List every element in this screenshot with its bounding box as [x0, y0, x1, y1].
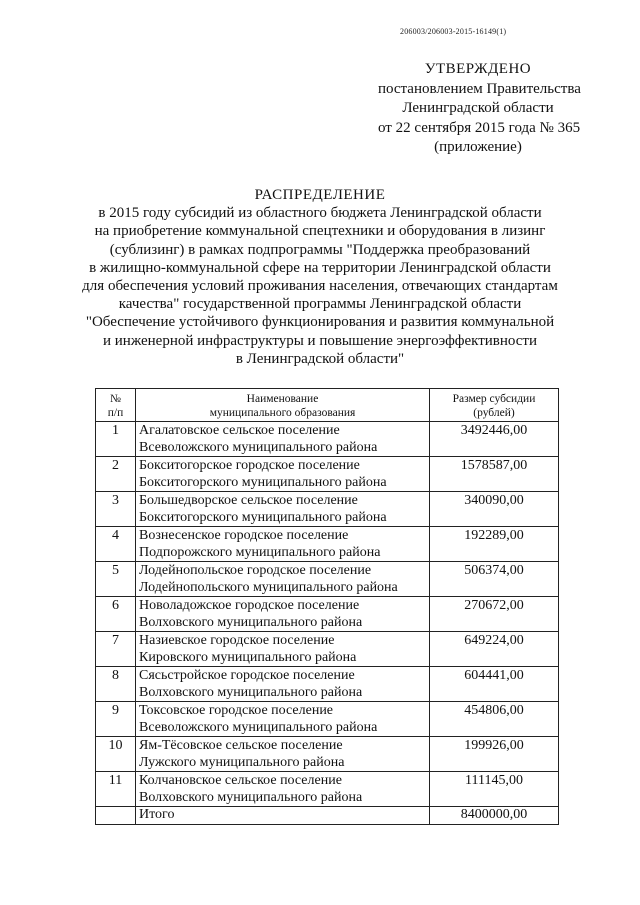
row-number: 5: [96, 562, 136, 597]
header-number-line1: №: [110, 393, 121, 405]
total-empty-cell: [96, 807, 136, 825]
row-name-line2: Всеволожского муниципального района: [139, 440, 378, 455]
row-name-line2: Бокситогорского муниципального района: [139, 510, 387, 525]
table-row: [96, 667, 559, 702]
row-amount: 604441,00: [430, 667, 559, 702]
row-amount: 111145,00: [430, 772, 559, 807]
row-name: [136, 597, 430, 632]
row-number: 4: [96, 527, 136, 562]
total-row: [96, 807, 559, 825]
row-number: 1: [96, 422, 136, 457]
title-line: для обеспечения условий проживания населения, отвечающих стандартам: [82, 278, 558, 295]
row-name-line1: Лодейнопольское городское поселение: [139, 563, 372, 578]
row-name-line2: Бокситогорского муниципального района: [139, 475, 387, 490]
approval-line-4: (приложение): [434, 139, 522, 155]
row-name-line1: Агалатовское сельское поселение: [139, 423, 340, 438]
row-amount: 192289,00: [430, 527, 559, 562]
row-number: 9: [96, 702, 136, 737]
table-row: [96, 632, 559, 667]
header-name-line2: муниципального образования: [209, 407, 356, 419]
table-row: [96, 492, 559, 527]
approval-line-3: от 22 сентября 2015 года № 365: [378, 119, 581, 136]
row-number: 6: [96, 597, 136, 632]
row-name-line2: Подпорожского муниципального района: [139, 545, 381, 560]
title-line: в жилищно-коммунальной сфере на территории Ленинградской области: [89, 259, 551, 276]
row-name-line1: Большедворское сельское поселение: [139, 493, 358, 508]
row-amount: 1578587,00: [430, 457, 559, 492]
header-number: [96, 389, 136, 422]
header-name: [136, 389, 430, 422]
row-name: [136, 422, 430, 457]
row-number: 8: [96, 667, 136, 702]
row-name-line1: Колчановское сельское поселение: [139, 773, 342, 788]
row-number: 10: [96, 737, 136, 772]
row-name-line2: Кировского муниципального района: [139, 650, 357, 665]
header-name-line1: Наименование: [246, 393, 319, 405]
approval-line-1: постановлением Правительства: [378, 80, 581, 97]
row-number: 3: [96, 492, 136, 527]
row-amount: 454806,00: [430, 702, 559, 737]
row-name-line2: Всеволожского муниципального района: [139, 720, 378, 735]
row-name-line1: Ям-Тёсовское сельское поселение: [139, 738, 343, 753]
total-label: Итого: [136, 807, 430, 825]
title-line: и инженерной инфраструктуры и повышение энергоэффективности: [102, 332, 538, 349]
title-line: на приобретение коммунальной спецтехники и оборудования в лизинг: [94, 223, 546, 240]
title-heading: РАСПРЕДЕЛЕНИЕ: [254, 187, 386, 203]
row-name: [136, 562, 430, 597]
row-name: [136, 632, 430, 667]
row-name-line2: Лодейнопольского муниципального района: [139, 580, 398, 595]
approval-heading: УТВЕРЖДЕНО: [424, 61, 532, 77]
row-name: [136, 772, 430, 807]
title-line: "Обеспечение устойчивого функционирования и развития коммунальной: [85, 314, 555, 331]
row-name-line2: Лужского муниципального района: [139, 755, 345, 770]
row-name-line1: Вознесенское городское поселение: [139, 528, 349, 543]
table-row: [96, 457, 559, 492]
title-line: качества" государственной программы Ленинградской области: [118, 296, 522, 313]
row-name-line1: Назиевское городское поселение: [139, 633, 335, 648]
header-amount-line2: (рублей): [473, 407, 515, 419]
header-number-line2: п/п: [107, 407, 124, 419]
row-name-line1: Новоладожское городское поселение: [139, 598, 360, 613]
table-row: [96, 597, 559, 632]
table-row: [96, 737, 559, 772]
row-amount: 340090,00: [430, 492, 559, 527]
document-id: 206003/206003-2015-16149(1): [400, 27, 507, 36]
title-line: в Ленинградской области": [235, 350, 405, 367]
row-amount: 506374,00: [430, 562, 559, 597]
row-name-line2: Волховского муниципального района: [139, 685, 363, 700]
title-line: (сублизинг) в рамках подпрограммы "Поддержка преобразований: [109, 241, 531, 258]
header-amount: [430, 389, 559, 422]
table-row: [96, 562, 559, 597]
approval-line-2: Ленинградской области: [402, 100, 554, 116]
total-amount: 8400000,00: [430, 807, 559, 825]
document-title: [70, 186, 570, 368]
row-name: [136, 702, 430, 737]
table-header-row: [96, 389, 559, 422]
title-line: в 2015 году субсидий из областного бюджета Ленинградской области: [98, 205, 542, 222]
row-number: 7: [96, 632, 136, 667]
row-name-line2: Волховского муниципального района: [139, 615, 363, 630]
row-name-line1: Бокситогорское городское поселение: [139, 458, 360, 473]
row-name: [136, 737, 430, 772]
table-row: [96, 702, 559, 737]
row-name: [136, 667, 430, 702]
row-name: [136, 527, 430, 562]
table-row: [96, 772, 559, 807]
row-amount: 3492446,00: [430, 422, 559, 457]
row-name: [136, 457, 430, 492]
table-row: [96, 422, 559, 457]
row-amount: 649224,00: [430, 632, 559, 667]
subsidy-table: [95, 388, 559, 825]
header-amount-line1: Размер субсидии: [452, 393, 536, 405]
row-number: 2: [96, 457, 136, 492]
row-name: [136, 492, 430, 527]
row-amount: 199926,00: [430, 737, 559, 772]
table-row: [96, 527, 559, 562]
approval-block: [378, 60, 581, 158]
row-name-line2: Волховского муниципального района: [139, 790, 363, 805]
row-number: 11: [96, 772, 136, 807]
row-name-line1: Токсовское городское поселение: [139, 703, 334, 718]
row-amount: 270672,00: [430, 597, 559, 632]
row-name-line1: Сясьстройское городское поселение: [139, 668, 355, 683]
